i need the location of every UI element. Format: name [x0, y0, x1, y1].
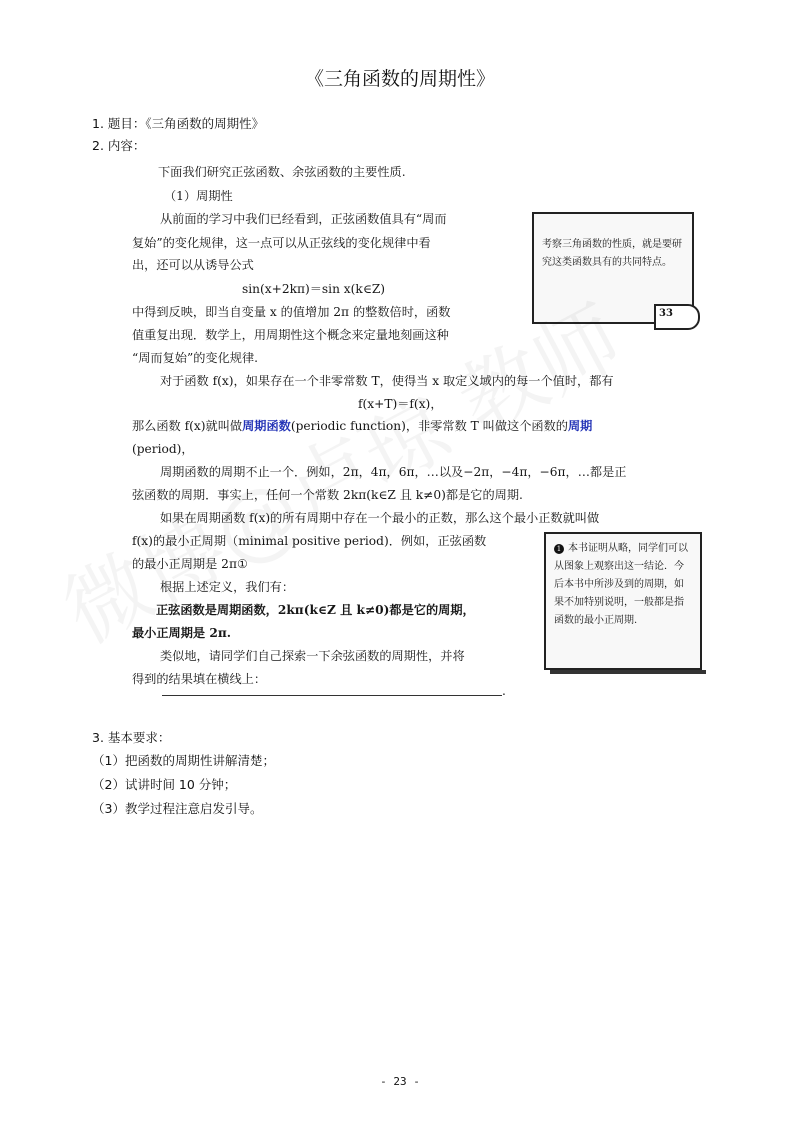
excerpt-line: 类似地，请同学们自己探索一下余弦函数的周期性，并将 [160, 649, 465, 663]
formula-sin-periodic: sin(x+2kπ)＝sin x(k∈Z) [242, 282, 386, 296]
excerpt-line: 弦函数的周期．事实上，任何一个常数 2kπ(k∈Z 且 k≠0)都是它的周期. [132, 488, 523, 502]
excerpt-line: 值重复出现．数学上，用周期性这个概念来定量地刻画这种 [132, 328, 449, 342]
blank-end-period: . [502, 684, 506, 698]
theorem-line: 最小正周期是 2π. [132, 626, 232, 640]
section-1 [92, 114, 264, 132]
requirement-item: （3）教学过程注意启发引导。 [92, 801, 263, 816]
excerpt-line: 中得到反映，即当自变量 x 的值增加 2π 的整数倍时，函数 [132, 305, 451, 319]
excerpt-line: 从前面的学习中我们已经看到，正弦函数值具有“周而 [160, 212, 447, 226]
excerpt-line: 出，还可以从诱导公式 [132, 258, 254, 272]
excerpt-line: 根据上述定义，我们有： [160, 580, 295, 594]
section-3-label: 3. 基本要求： [92, 730, 171, 745]
footnote-box [544, 532, 702, 670]
excerpt-line: 周期函数的周期不止一个．例如，2π，4π，6π，…以及−2π，−4π，−6π，…都是正 [160, 465, 627, 479]
definition-line: (period)， [132, 442, 194, 456]
requirement-item: （2）试讲时间 10 分钟； [92, 777, 237, 792]
excerpt-line: 复始”的变化规律，这一点可以从正弦线的变化规律中看 [132, 236, 431, 250]
excerpt-line: 如果在周期函数 f(x)的所有周期中存在一个最小的正数，那么这个最小正数就叫做 [160, 511, 600, 525]
requirement-item: （1）把函数的周期性讲解清楚； [92, 753, 275, 768]
formula-periodic-def: f(x+T)＝f(x)， [358, 397, 443, 411]
section-1-label: 1. 题目： [92, 116, 146, 131]
section-1-value: 《三角函数的周期性》 [145, 116, 265, 131]
footnote-bullet-icon: 1 [554, 544, 564, 554]
side-note-text: 考察三角函数的性质，就是要研究这类函数具有的共同特点。 [542, 239, 682, 268]
excerpt-heading: （1）周期性 [164, 189, 233, 203]
excerpt-line: f(x)的最小正周期（minimal positive period)．例如，正弦函数 [132, 534, 487, 548]
footnote-marker: ① [236, 557, 248, 571]
excerpt-intro: 下面我们研究正弦函数、余弦函数的主要性质. [158, 165, 406, 179]
page-title: 《三角函数的周期性》 [304, 68, 495, 90]
page-tab-number: 33 [659, 308, 673, 319]
definition-line: 那么函数 f(x)就叫做周期函数(periodic function)，非零常数 T 叫做这个函数的周期 [132, 419, 593, 433]
theorem-line: 正弦函数是周期函数，2kπ(k∈Z 且 k≠0)都是它的周期， [156, 603, 475, 617]
fill-in-blank-line [162, 695, 502, 696]
term-periodic-function: 周期函数 [242, 419, 291, 433]
page-number: - 23 - [380, 1075, 420, 1088]
excerpt-line: 得到的结果填在横线上： [132, 672, 267, 686]
excerpt-line: “周而复始”的变化规律. [132, 351, 259, 365]
section-2-label: 2. 内容： [92, 138, 146, 153]
footnote-text: 本书证明从略，同学们可以从图象上观察出这一结论．今后本书中所涉及到的周期，如果不加特别说明，一般都是指函数的最小正周期. [554, 543, 688, 626]
definition-line: 对于函数 f(x)，如果存在一个非零常数 T，使得当 x 取定义域内的每一个值时，都有 [160, 374, 614, 388]
excerpt-line: 的最小正周期是 2π① [132, 557, 248, 571]
term-period: 周期 [567, 419, 593, 433]
